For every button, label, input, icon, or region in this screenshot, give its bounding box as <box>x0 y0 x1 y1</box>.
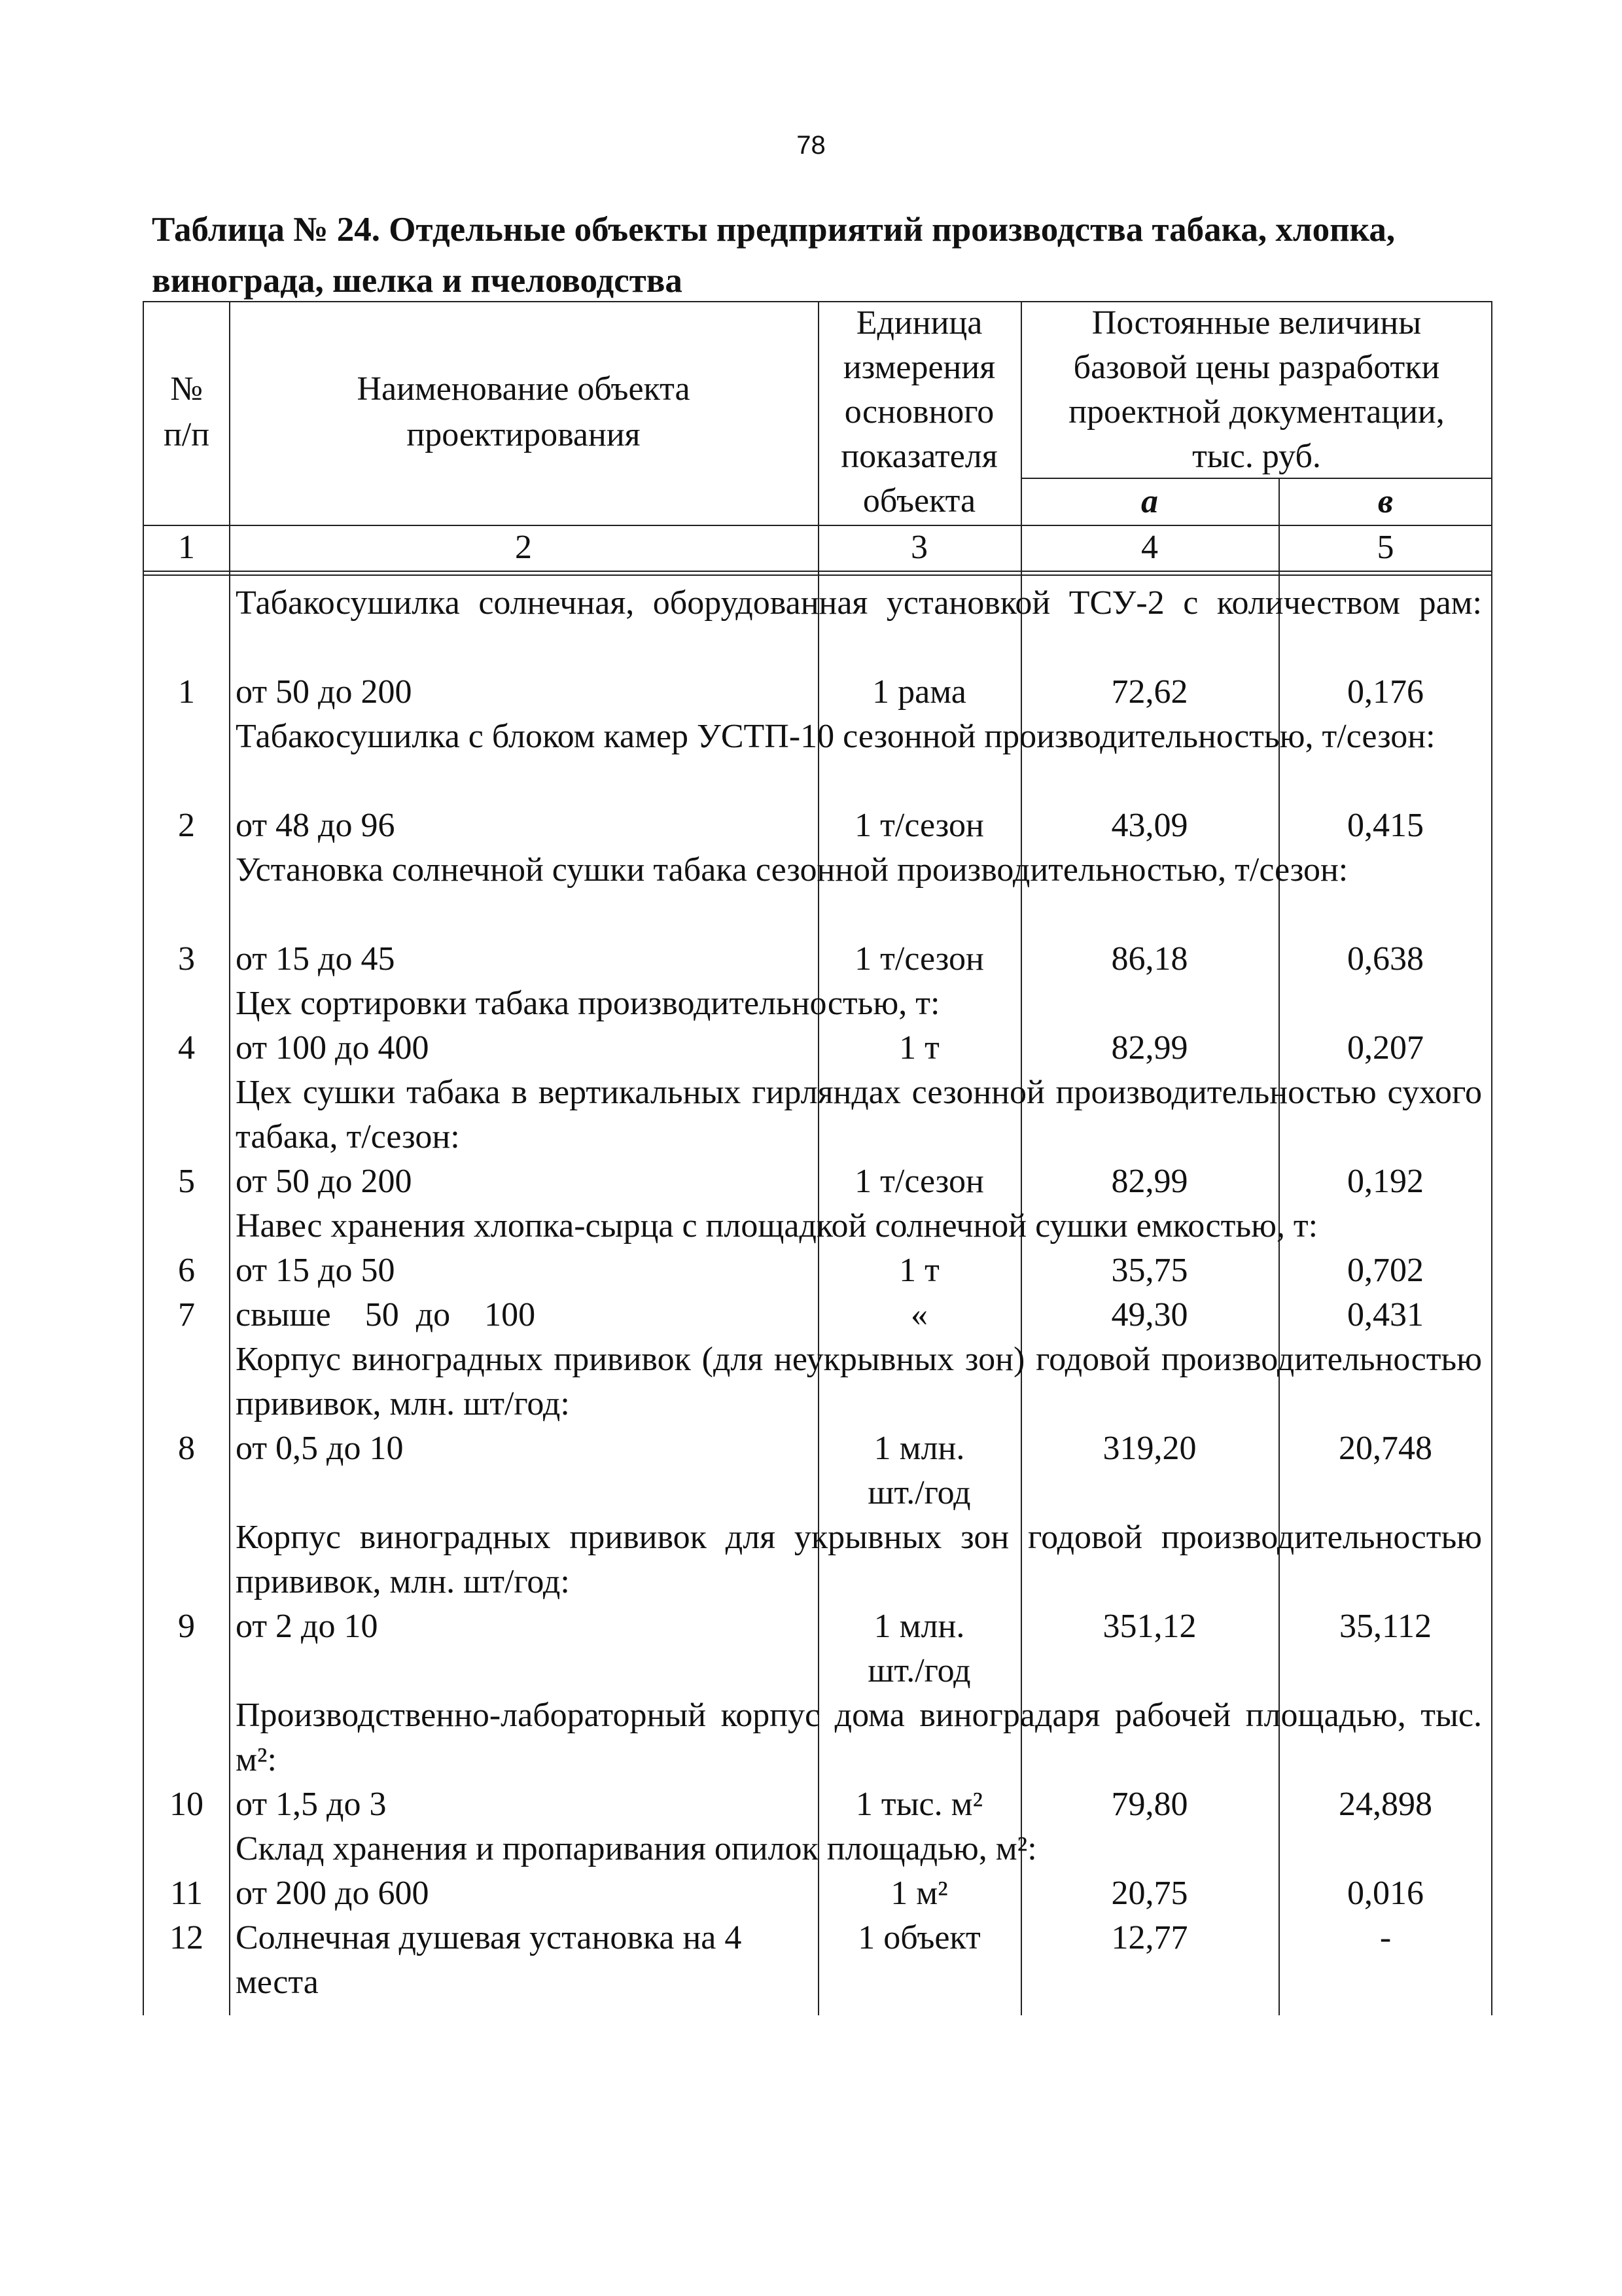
row-unit: 1 рама <box>872 673 966 711</box>
row-value-a: 351,12 <box>1102 1608 1197 1645</box>
row-range: от 0,5 до 10 <box>236 1430 404 1467</box>
row-value-b: 0,176 <box>1347 673 1424 711</box>
row-range: от 2 до 10 <box>236 1608 378 1645</box>
row-unit: 1 т <box>899 1029 940 1067</box>
row-number: 2 <box>178 807 195 844</box>
group-title: Производственно-лабораторный корпус дома виноградаря рабочей площадью, тыс. м²: <box>236 1697 1482 1778</box>
group-title: Навес хранения хлопка-сырца с площадкой солнечной сушки емкостью, т: <box>236 1207 1318 1245</box>
header-sub-b: в <box>1377 483 1394 520</box>
group-title: Склад хранения и пропаривания опилок площадью, м²: <box>236 1830 1037 1867</box>
row-value-b: 0,192 <box>1347 1163 1424 1200</box>
header-unit-line: Единица <box>856 304 983 342</box>
row-range: от 200 до 600 <box>236 1875 429 1912</box>
header-unit-line: основного <box>844 393 995 431</box>
header-sub-a: а <box>1141 483 1158 520</box>
row-value-b: 0,207 <box>1347 1029 1424 1067</box>
row-value-b: 0,638 <box>1347 940 1424 978</box>
row-number: 12 <box>169 1919 203 1956</box>
row-unit: 1 млн. шт./год <box>868 1608 971 1689</box>
colnum-2: 2 <box>515 529 532 566</box>
row-number: 10 <box>169 1786 203 1823</box>
row-number: 7 <box>178 1296 195 1333</box>
row-number: 11 <box>169 1875 203 1912</box>
header-values-line: Постоянные величины <box>1091 304 1422 342</box>
row-value-a: 86,18 <box>1111 940 1188 978</box>
row-number: 3 <box>178 940 195 978</box>
row-range: от 50 до 200 <box>236 1163 412 1200</box>
row-value-a: 43,09 <box>1111 807 1188 844</box>
row-number: 9 <box>178 1608 195 1645</box>
group-title: Корпус виноградных прививок (для неукрывных зон) годовой производительностью прививок, млн. шт/год: <box>236 1341 1482 1422</box>
header-values-line: базовой цены разработки <box>1073 349 1440 386</box>
page-number: 78 <box>796 131 826 160</box>
row-number: 1 <box>178 673 195 711</box>
row-value-a: 35,75 <box>1111 1252 1188 1289</box>
header-num-line: п/п <box>163 416 210 453</box>
row-range: от 48 до 96 <box>236 807 395 844</box>
group-title: Цех сушки табака в вертикальных гирляндах сезонной производительностью сухого табака, т/сезон: <box>236 1074 1482 1156</box>
header-unit <box>818 301 1021 523</box>
header-values <box>1021 301 1492 479</box>
row-value-b: 0,431 <box>1347 1296 1424 1333</box>
row-value-a: 49,30 <box>1111 1296 1188 1333</box>
header-num <box>144 366 229 458</box>
row-range: Солнечная душевая установка на 4 места <box>236 1919 742 2001</box>
row-range: от 15 до 50 <box>236 1252 395 1289</box>
row-value-a: 20,75 <box>1111 1875 1188 1912</box>
row-value-b: 0,016 <box>1347 1875 1424 1912</box>
colnum-4: 4 <box>1141 529 1158 566</box>
row-unit: 1 т <box>899 1252 940 1289</box>
row-value-a: 82,99 <box>1111 1163 1188 1200</box>
group-title: Табакосушилка с блоком камер УСТП-10 сезонной производительностью, т/сезон: <box>236 718 1436 755</box>
colnum-5: 5 <box>1377 529 1394 566</box>
row-value-a: 72,62 <box>1111 673 1188 711</box>
header-num-line: № <box>170 370 203 408</box>
row-unit: 1 т/сезон <box>855 807 984 844</box>
row-range: свыше 50 до 100 <box>236 1296 536 1333</box>
row-unit: 1 т/сезон <box>855 940 984 978</box>
header-unit-line: измерения <box>843 349 996 386</box>
row-value-a: 319,20 <box>1102 1430 1197 1467</box>
row-range: от 1,5 до 3 <box>236 1786 387 1823</box>
row-unit: 1 т/сезон <box>855 1163 984 1200</box>
row-value-a: 12,77 <box>1111 1919 1188 1956</box>
row-value-b: 0,702 <box>1347 1252 1424 1289</box>
header-name <box>229 366 818 458</box>
header-unit-line: показателя <box>841 438 998 475</box>
data-table <box>143 301 1492 2015</box>
row-number: 4 <box>178 1029 195 1067</box>
header-name-line: проектирования <box>406 416 641 453</box>
row-number: 8 <box>178 1430 195 1467</box>
row-value-b: 0,415 <box>1347 807 1424 844</box>
row-number: 6 <box>178 1252 195 1289</box>
group-title: Установка солнечной сушки табака сезонной производительностью, т/сезон: <box>236 851 1349 889</box>
group-title: Корпус виноградных прививок для укрывных зон годовой производительностью прививок, млн. шт/год: <box>236 1519 1482 1600</box>
row-unit: 1 объект <box>858 1919 981 1956</box>
row-unit: 1 тыс. м² <box>855 1786 983 1823</box>
table-title: Таблица № 24. Отдельные объекты предприятий производства табака, хлопка, винограда, шелка и пчеловодства <box>152 211 1396 300</box>
group-title: Цех сортировки табака производительностью, т: <box>236 985 940 1022</box>
row-value-b: - <box>1379 1919 1392 1956</box>
row-value-a: 82,99 <box>1111 1029 1188 1067</box>
row-range: от 50 до 200 <box>236 673 412 711</box>
row-range: от 100 до 400 <box>236 1029 429 1067</box>
row-unit: 1 м² <box>890 1875 948 1912</box>
row-value-b: 35,112 <box>1339 1608 1432 1645</box>
row-value-a: 79,80 <box>1111 1786 1188 1823</box>
row-unit: « <box>911 1296 928 1333</box>
header-values-line: проектной документации, <box>1068 393 1445 431</box>
header-unit-line: объекта <box>862 482 976 520</box>
colnum-3: 3 <box>911 529 928 566</box>
row-value-b: 24,898 <box>1339 1786 1432 1823</box>
group-title: Табакосушилка солнечная, оборудованная установкой ТСУ-2 с количеством рам: <box>236 584 1482 622</box>
row-number: 5 <box>178 1163 195 1200</box>
header-name-line: Наименование объекта <box>357 370 690 408</box>
colnum-1: 1 <box>178 529 195 566</box>
row-range: от 15 до 45 <box>236 940 395 978</box>
header-values-line: тыс. руб. <box>1192 438 1321 475</box>
row-unit: 1 млн. шт./год <box>868 1430 971 1511</box>
row-value-b: 20,748 <box>1339 1430 1432 1467</box>
